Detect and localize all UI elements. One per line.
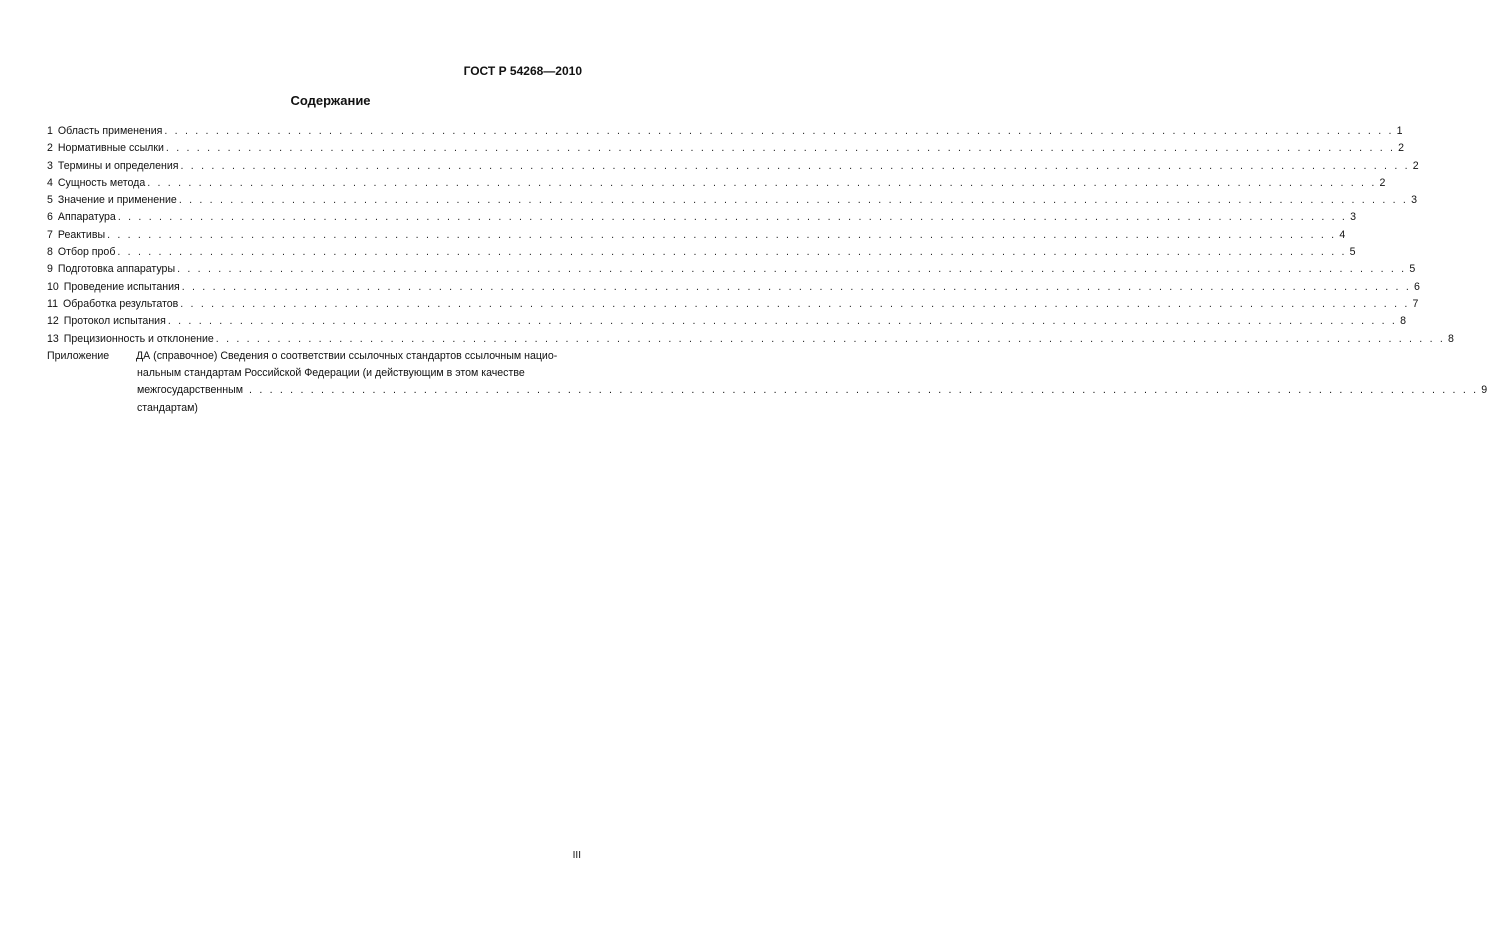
toc-entry-number: 9 — [47, 263, 53, 276]
toc-entry[interactable] — [47, 331, 1454, 348]
dot-leader: . . . . . . . . . . . . . . . . . . . . . . . . . . . . . . . . . . . . . . . . . . . . . . . . . . . . . . . . . . . . . . . . . . . . . . . . . . . . . . . . . . . . . . . . . . . . . . . . . . . . . . . . . . . . . . . . . . . . . . . . — [177, 263, 1407, 276]
toc-entry-label — [47, 261, 175, 278]
toc-entry-label — [47, 158, 179, 175]
dot-leader: . . . . . . . . . . . . . . . . . . . . . . . . . . . . . . . . . . . . . . . . . . . . . . . . . . . . . . . . . . . . . . . . . . . . . . . . . . . . . . . . . . . . . . . . . . . . . . . . . . . . . . . . . . . . . . . . . . . . . . . . — [180, 297, 1410, 310]
toc-entry[interactable] — [47, 192, 1417, 209]
toc-entry-page: 3 — [1350, 211, 1356, 224]
appendix-title-part-1: ДА (справочное) Сведения о соответствии ссылочных стандартов ссылочным нацио- — [136, 349, 558, 362]
dot-leader: . . . . . . . . . . . . . . . . . . . . . . . . . . . . . . . . . . . . . . . . . . . . . . . . . . . . . . . . . . . . . . . . . . . . . . . . . . . . . . . . . . . . . . . . . . . . . . . . . . . . . . . . . . . . . . . . . . . . . . . . — [117, 211, 1348, 224]
toc-entry-title: Нормативные ссылки — [57, 142, 164, 155]
toc-entry-label — [47, 313, 166, 330]
dot-leader: . . . . . . . . . . . . . . . . . . . . . . . . . . . . . . . . . . . . . . . . . . . . . . . . . . . . . . . . . . . . . . . . . . . . . . . . . . . . . . . . . . . . . . . . . . . . . . . . . . . . . . . . . . . . . . . . . . . . . . . . — [147, 176, 1377, 189]
toc-entry-title: Протокол испытания — [63, 315, 166, 328]
toc-entry-title: Обработка результатов — [63, 297, 179, 310]
appendix-label: Приложение — [47, 349, 110, 362]
toc-entry[interactable] — [47, 244, 1356, 261]
dot-leader: . . . . . . . . . . . . . . . . . . . . . . . . . . . . . . . . . . . . . . . . . . . . . . . . . . . . . . . . . . . . . . . . . . . . . . . . . . . . . . . . . . . . . . . . . . . . . . . . . . . . . . . . . . . . . . . . . . . . . . . . — [181, 280, 1411, 293]
dot-leader: . . . . . . . . . . . . . . . . . . . . . . . . . . . . . . . . . . . . . . . . . . . . . . . . . . . . . . . . . . . . . . . . . . . . . . . . . . . . . . . . . . . . . . . . . . . . . . . . . . . . . . . . . . . . . . . . . . . . . . . . — [178, 194, 1409, 207]
appendix-line-3 — [137, 382, 1487, 414]
toc-entry-label — [47, 209, 116, 226]
toc-entry-title: Реактивы — [57, 228, 106, 241]
dot-leader: . . . . . . . . . . . . . . . . . . . . . . . . . . . . . . . . . . . . . . . . . . . . . . . . . . . . . . . . . . . . . . . . . . . . . . . . . . . . . . . . . . . . . . . . . . . . . . . . . . . . . . . . . . . . . . . . . . . . . . . . — [117, 246, 1347, 259]
toc-entry[interactable] — [47, 158, 1419, 175]
appendix-page: 9 — [1481, 384, 1487, 397]
standard-code: ГОСТ Р 54268—2010 — [463, 64, 582, 78]
toc-entry[interactable] — [47, 313, 1406, 330]
toc-entry-page: 8 — [1448, 332, 1454, 345]
toc-entry-page: 2 — [1398, 142, 1405, 155]
toc-entry-title: Сущность метода — [57, 176, 146, 189]
toc-entry-title: Значение и применение — [57, 194, 177, 207]
toc-entry-number: 3 — [47, 159, 53, 172]
appendix-title-part-3: межгосударственным стандартам) — [137, 384, 244, 414]
page-number: III — [572, 850, 581, 861]
toc-entry[interactable] — [47, 209, 1356, 226]
dot-leader: . . . . . . . . . . . . . . . . . . . . . . . . . . . . . . . . . . . . . . . . . . . . . . . . . . . . . . . . . . . . . . . . . . . . . . . . . . . . . . . . . . . . . . . . . . . . . . . . . . . . . . . . . . . . . . . . . . . . . . . . — [249, 384, 1479, 397]
toc-entry-title: Подготовка аппаратуры — [57, 263, 176, 276]
dot-leader: . . . . . . . . . . . . . . . . . . . . . . . . . . . . . . . . . . . . . . . . . . . . . . . . . . . . . . . . . . . . . . . . . . . . . . . . . . . . . . . . . . . . . . . . . . . . . . . . . . . . . . . . . . . . . . . . . . . . . . . . — [164, 125, 1394, 137]
toc-entry-number: 11 — [47, 297, 58, 310]
toc-entry-title: Аппаратура — [57, 211, 116, 224]
toc-entry[interactable] — [47, 123, 1403, 140]
toc-entry-title: Термины и определения — [57, 159, 179, 172]
toc-entry-label — [47, 244, 115, 261]
toc-entry-number: 6 — [47, 211, 53, 224]
appendix-title-part-2: нальным стандартам Российской Федерации (и действующим в этом качестве — [137, 367, 525, 380]
toc-entry-number: 12 — [47, 315, 59, 328]
toc-entry-title: Отбор проб — [57, 246, 116, 259]
toc-entry-number: 4 — [47, 176, 53, 189]
toc-entry-number: 10 — [47, 280, 59, 293]
toc-entry[interactable] — [47, 227, 1346, 244]
toc-entry-title: Проведение испытания — [63, 280, 180, 293]
toc-entry[interactable] — [47, 261, 1416, 278]
toc-entry-label — [47, 192, 177, 209]
toc-entry[interactable] — [47, 296, 1419, 313]
toc-entry-page: 4 — [1339, 228, 1346, 241]
table-of-contents — [47, 123, 1487, 414]
toc-entry-label — [47, 279, 180, 296]
page-title: Содержание — [290, 93, 371, 108]
dot-leader: . . . . . . . . . . . . . . . . . . . . . . . . . . . . . . . . . . . . . . . . . . . . . . . . . . . . . . . . . . . . . . . . . . . . . . . . . . . . . . . . . . . . . . . . . . . . . . . . . . . . . . . . . . . . . . . . . . . . . . . . — [167, 315, 1398, 328]
toc-entry-label — [47, 227, 105, 244]
dot-leader: . . . . . . . . . . . . . . . . . . . . . . . . . . . . . . . . . . . . . . . . . . . . . . . . . . . . . . . . . . . . . . . . . . . . . . . . . . . . . . . . . . . . . . . . . . . . . . . . . . . . . . . . . . . . . . . . . . . . . . . . — [180, 159, 1410, 172]
toc-entry-label — [47, 123, 162, 140]
toc-entry[interactable] — [47, 175, 1386, 192]
dot-leader: . . . . . . . . . . . . . . . . . . . . . . . . . . . . . . . . . . . . . . . . . . . . . . . . . . . . . . . . . . . . . . . . . . . . . . . . . . . . . . . . . . . . . . . . . . . . . . . . . . . . . . . . . . . . . . . . . . . . . . . . — [215, 332, 1446, 345]
toc-entry-label — [47, 175, 145, 192]
toc-entry-label — [47, 331, 214, 348]
toc-entry[interactable] — [47, 279, 1420, 296]
appendix-line-1 — [47, 348, 583, 365]
toc-entry-label — [47, 140, 164, 157]
toc-entry-page: 5 — [1409, 263, 1416, 276]
toc-entry-label — [47, 296, 178, 313]
toc-entry-number: 7 — [47, 228, 53, 241]
toc-entry-page: 2 — [1412, 159, 1419, 172]
toc-entry-title: Область применения — [57, 125, 163, 137]
toc-entry-number: 1 — [47, 125, 53, 137]
dot-leader: . . . . . . . . . . . . . . . . . . . . . . . . . . . . . . . . . . . . . . . . . . . . . . . . . . . . . . . . . . . . . . . . . . . . . . . . . . . . . . . . . . . . . . . . . . . . . . . . . . . . . . . . . . . . . . . . . . . . . . . . — [165, 142, 1396, 155]
toc-entry[interactable] — [47, 140, 1405, 157]
toc-entry-number: 13 — [47, 332, 59, 345]
toc-entry-page: 3 — [1411, 194, 1417, 207]
toc-entry-page: 2 — [1379, 176, 1386, 189]
toc-entry-page: 8 — [1400, 315, 1406, 328]
toc-entry-page: 6 — [1413, 280, 1420, 293]
toc-entry-page: 7 — [1412, 297, 1419, 310]
toc-entry-number: 8 — [47, 246, 53, 259]
dot-leader: . . . . . . . . . . . . . . . . . . . . . . . . . . . . . . . . . . . . . . . . . . . . . . . . . . . . . . . . . . . . . . . . . . . . . . . . . . . . . . . . . . . . . . . . . . . . . . . . . . . . . . . . . . . . . . . . . . . . . . . . — [107, 228, 1337, 241]
toc-entry-number: 5 — [47, 194, 53, 207]
toc-entry-title: Прецизионность и отклонение — [63, 332, 214, 345]
toc-entry-number: 2 — [47, 142, 53, 155]
toc-entry-page: 5 — [1349, 246, 1356, 259]
toc-entry-page: 1 — [1396, 125, 1403, 137]
appendix-entry — [47, 348, 1487, 414]
